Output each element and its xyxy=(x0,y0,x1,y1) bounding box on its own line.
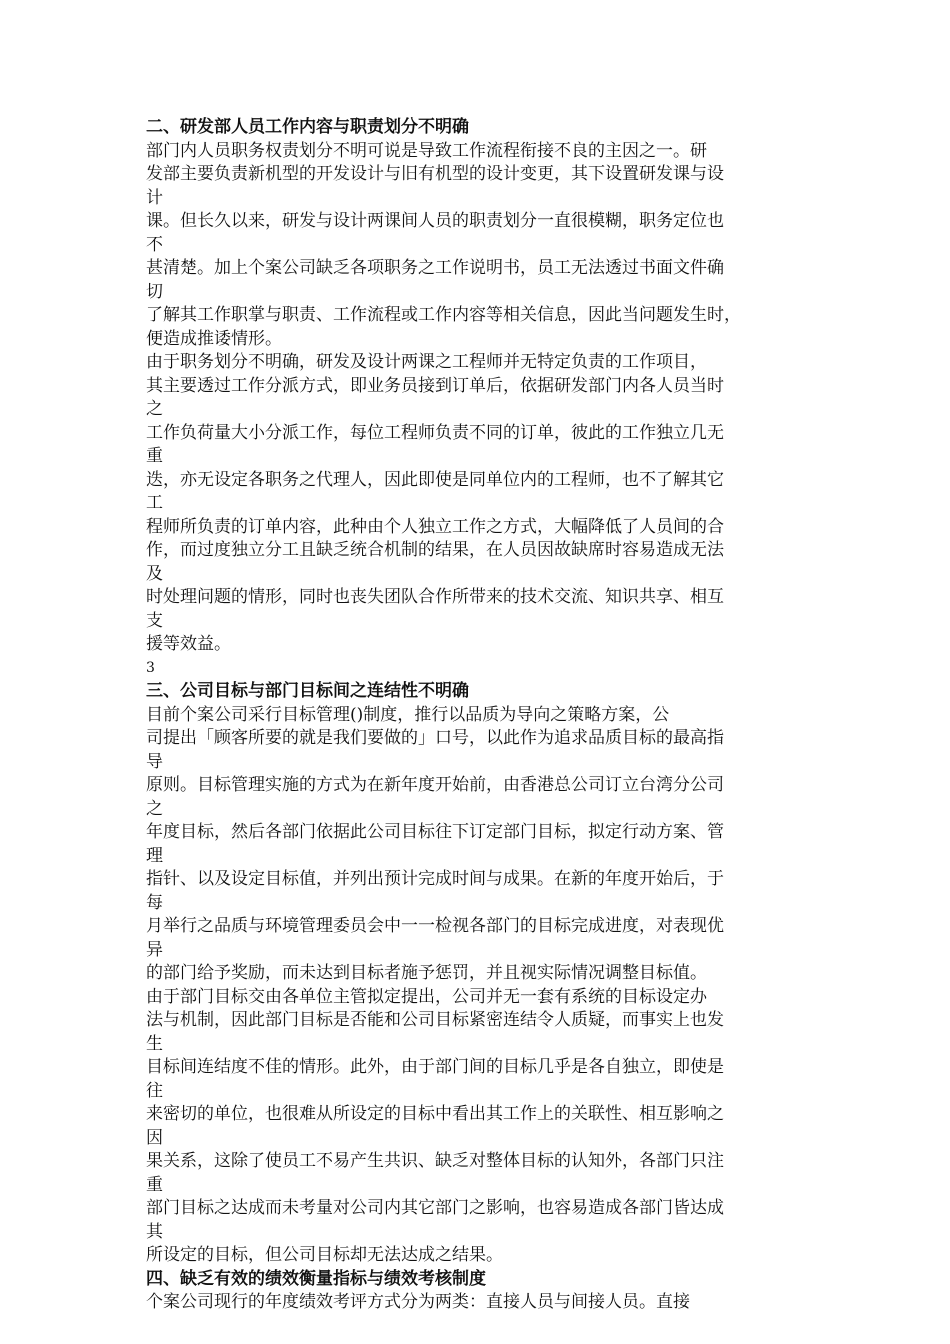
text-line: 果关系，这除了使员工不易产生共识、缺乏对整体目标的认知外，各部门只注 xyxy=(146,1151,724,1171)
text-line: 司提出「顾客所要的就是我们要做的」口号，以此作为追求品质目标的最高指 xyxy=(146,728,724,748)
text-line: 的部门给予奖励，而未达到目标者施予惩罚，并且视实际情况调整目标值。 xyxy=(146,963,707,983)
text-line: 工 xyxy=(146,493,163,513)
text-line: 课。但长久以来，研发与设计两课间人员的职责划分一直很模糊，职务定位也 xyxy=(146,211,724,231)
text-line: 原则。目标管理实施的方式为在新年度开始前，由香港总公司订立台湾分公司 xyxy=(146,775,724,795)
text-line: 因 xyxy=(146,1127,163,1148)
text-line: 部门内人员职务权责划分不明可说是导致工作流程衔接不良的主因之一。研 xyxy=(146,140,707,161)
text-line: 工作负荷量大小分派工作，每位工程师负责不同的订单，彼此的工作独立几无 xyxy=(146,422,724,443)
section-heading: 三、公司目标与部门目标间之连结性不明确 xyxy=(146,681,469,701)
text-line: 来密切的单位，也很难从所设定的目标中看出其工作上的关联性、相互影响之 xyxy=(146,1104,724,1124)
text-line: 其 xyxy=(146,1221,163,1242)
text-line: 往 xyxy=(146,1080,163,1101)
text-line: 目前个案公司采行目标管理()制度，推行以品质为导向之策略方案，公 xyxy=(146,704,670,725)
text-line: 了解其工作职掌与职责、工作流程或工作内容等相关信息，因此当问题发生时， xyxy=(146,305,741,325)
text-line: 计 xyxy=(146,187,163,208)
section-heading: 四、缺乏有效的绩效衡量指标与绩效考核制度 xyxy=(146,1268,486,1289)
document-page xyxy=(146,116,816,1315)
text-line: 部门目标之达成而未考量对公司内其它部门之影响，也容易造成各部门皆达成 xyxy=(146,1198,724,1218)
text-line: 导 xyxy=(146,751,163,772)
text-line: 理 xyxy=(146,845,163,866)
text-line: 支 xyxy=(146,610,163,631)
text-line: 重 xyxy=(146,1174,163,1195)
text-line: 发部主要负责新机型的开发设计与旧有机型的设计变更，其下设置研发课与设 xyxy=(146,164,724,184)
text-line: 指针、以及设定目标值，并列出预计完成时间与成果。在新的年度开始后，于 xyxy=(146,869,724,889)
text-line: 每 xyxy=(146,892,163,913)
text-line: 法与机制，因此部门目标是否能和公司目标紧密连结令人质疑，而事实上也发 xyxy=(146,1010,724,1030)
text-line: 重 xyxy=(146,446,163,466)
text-line: 便造成推诿情形。 xyxy=(146,328,282,349)
text-line: 不 xyxy=(146,234,163,255)
text-line: 迭，亦无设定各职务之代理人，因此即使是同单位内的工程师，也不了解其它 xyxy=(146,469,724,490)
text-line: 月举行之品质与环境管理委员会中一一检视各部门的目标完成进度，对表现优 xyxy=(146,916,724,936)
text-line: 所设定的目标，但公司目标却无法达成之结果。 xyxy=(146,1245,503,1265)
text-line: 援等效益。 xyxy=(146,634,231,654)
text-line: 由于职务划分不明确，研发及设计两课之工程师并无特定负责的工作项目， xyxy=(146,352,707,372)
section-heading: 二、研发部人员工作内容与职责划分不明确 xyxy=(146,117,469,137)
text-line: 个案公司现行的年度绩效考评方式分为两类：直接人员与间接人员。直接 xyxy=(146,1292,690,1312)
text-line: 由于部门目标交由各单位主管拟定提出，公司并无一套有系统的目标设定办 xyxy=(146,986,707,1007)
text-line: 生 xyxy=(146,1033,163,1054)
text-line: 切 xyxy=(146,281,163,302)
text-line: 程师所负责的订单内容，此种由个人独立工作之方式，大幅降低了人员间的合 xyxy=(146,516,724,537)
text-line: 时处理问题的情形，同时也丧失团队合作所带来的技术交流、知识共享、相互 xyxy=(146,587,724,607)
text-line: 及 xyxy=(146,563,163,584)
text-line: 作，而过度独立分工且缺乏统合机制的结果，在人员因故缺席时容易造成无法 xyxy=(146,540,724,560)
text-line: 其主要透过工作分派方式，即业务员接到订单后，依据研发部门内各人员当时 xyxy=(146,375,724,396)
page-number: 3 xyxy=(146,659,155,676)
text-line: 之 xyxy=(146,798,163,819)
text-line: 甚清楚。加上个案公司缺乏各项职务之工作说明书，员工无法透过书面文件确 xyxy=(146,258,724,278)
text-line: 之 xyxy=(146,399,163,419)
text-line: 异 xyxy=(146,939,163,960)
text-line: 年度目标，然后各部门依据此公司目标往下订定部门目标，拟定行动方案、管 xyxy=(146,822,724,842)
text-line: 目标间连结度不佳的情形。此外，由于部门间的目标几乎是各自独立，即使是 xyxy=(146,1057,724,1077)
